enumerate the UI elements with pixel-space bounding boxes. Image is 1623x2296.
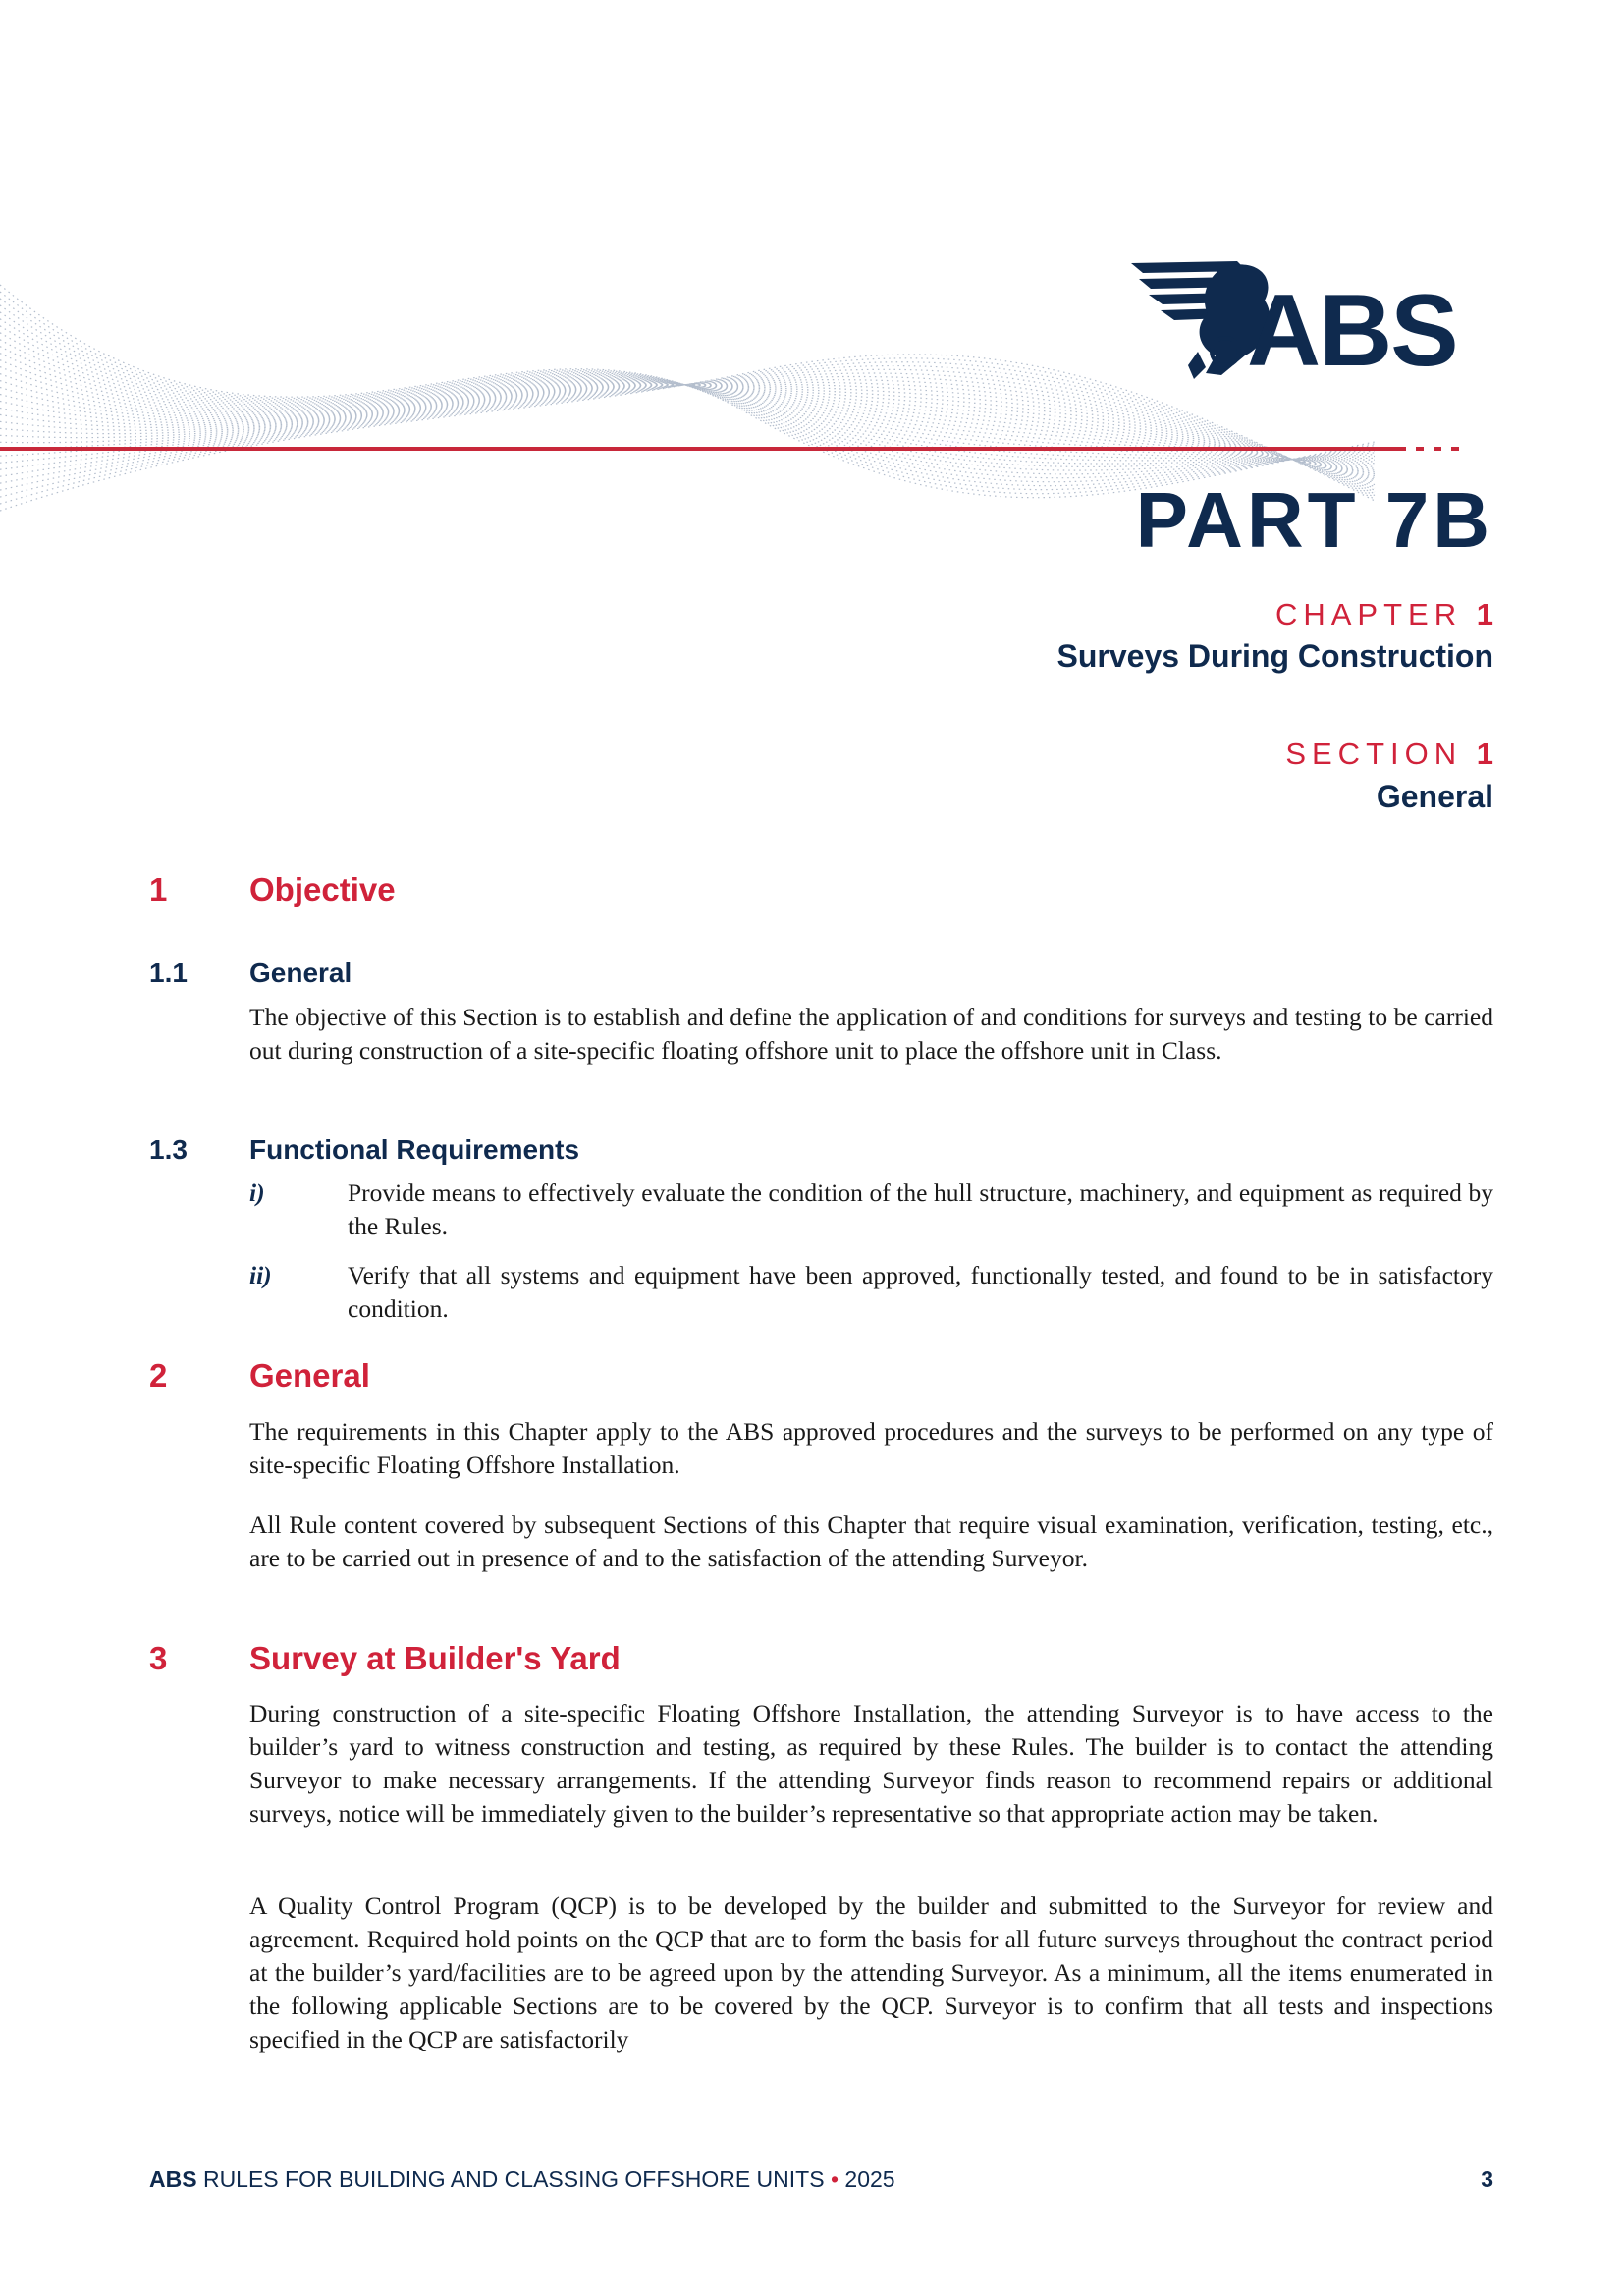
chapter-title: Surveys During Construction — [1056, 638, 1493, 674]
section-label: SECTION — [1285, 737, 1463, 771]
subheading-number: 1.3 — [149, 1134, 188, 1165]
footer-brand: ABS — [149, 2166, 197, 2192]
footer-title — [149, 2168, 895, 2191]
chapter-heading — [1275, 599, 1493, 629]
chapter-number: 1 — [1476, 597, 1493, 631]
heading-text: Survey at Builder's Yard — [249, 1640, 621, 1676]
heading-number: 1 — [149, 871, 168, 907]
subheading-text: General — [249, 957, 352, 988]
header-red-rule — [0, 447, 1406, 451]
section-heading — [1285, 738, 1493, 769]
section-title: General — [1376, 779, 1493, 814]
list-item-text: Verify that all systems and equipment have been approved, functionally tested, and found to be in satisfactory condition. — [348, 1261, 1493, 1323]
subheading-text: Functional Requirements — [249, 1134, 580, 1165]
paragraph-general-1: The requirements in this Chapter apply to the ABS approved procedures and the surveys to be performed on any type of site-specific Floating Offshore Installation. — [249, 1417, 1493, 1479]
footer-year: 2025 — [844, 2166, 895, 2192]
heading-number: 3 — [149, 1640, 168, 1676]
list-item-label: ii) — [249, 1261, 272, 1289]
heading-number: 2 — [149, 1357, 168, 1394]
list-item-label: i) — [249, 1178, 265, 1207]
abs-logo-wordmark: ABS — [1247, 274, 1457, 388]
chapter-label: CHAPTER — [1274, 597, 1463, 631]
footer-rules-title: RULES FOR BUILDING AND CLASSING OFFSHORE UNITS — [202, 2166, 825, 2192]
header-red-dashes — [1416, 447, 1475, 451]
heading-text: General — [249, 1357, 370, 1394]
page-number: 3 — [1481, 2166, 1493, 2192]
paragraph-builders-yard-2: A Quality Control Program (QCP) is to be developed by the builder and submitted to the Surveyor for review and agreement. Required hold points on the QCP that are to form the basis for all future surveys throughout the contract period at the builder’s yard/facilities are to be agreed upon by the attending Surveyor. As a minimum, all the items enumerated in the following applicable Sections are to be covered by the QCP. Surveyor is to confirm that all tests and inspections specified in the QCP are satisfactorily — [249, 1891, 1493, 2053]
paragraph-builders-yard-1: During construction of a site-specific Floating Offshore Installation, the attending Surveyor is to have access to the builder’s yard to witness construction and testing, as required by these Rules. The builder is to contact the attending Surveyor to make necessary arrangements. If the attending Surveyor finds reason to recommend repairs or additional surveys, notice will be immediately given to the builder’s representative so that appropriate action may be taken. — [249, 1699, 1493, 1828]
paragraph-general-2: All Rule content covered by subsequent Sections of this Chapter that require visual examination, verification, testing, etc., are to be carried out in presence of and to the satisfaction of the attending Surveyor. — [249, 1510, 1493, 1572]
list-item-text: Provide means to effectively evaluate the condition of the hull structure, machinery, and equipment as required by the Rules. — [348, 1178, 1493, 1240]
paragraph-objective-general: The objective of this Section is to establish and define the application of and conditions for surveys and testing to be carried out during construction of a site-specific floating offshore unit to place the offshore unit in Class. — [249, 1003, 1493, 1065]
subheading-number: 1.1 — [149, 957, 188, 988]
section-number: 1 — [1476, 737, 1493, 771]
footer-separator: • — [830, 2166, 839, 2192]
heading-text: Objective — [249, 871, 396, 907]
part-title: PART 7B — [1135, 476, 1493, 564]
